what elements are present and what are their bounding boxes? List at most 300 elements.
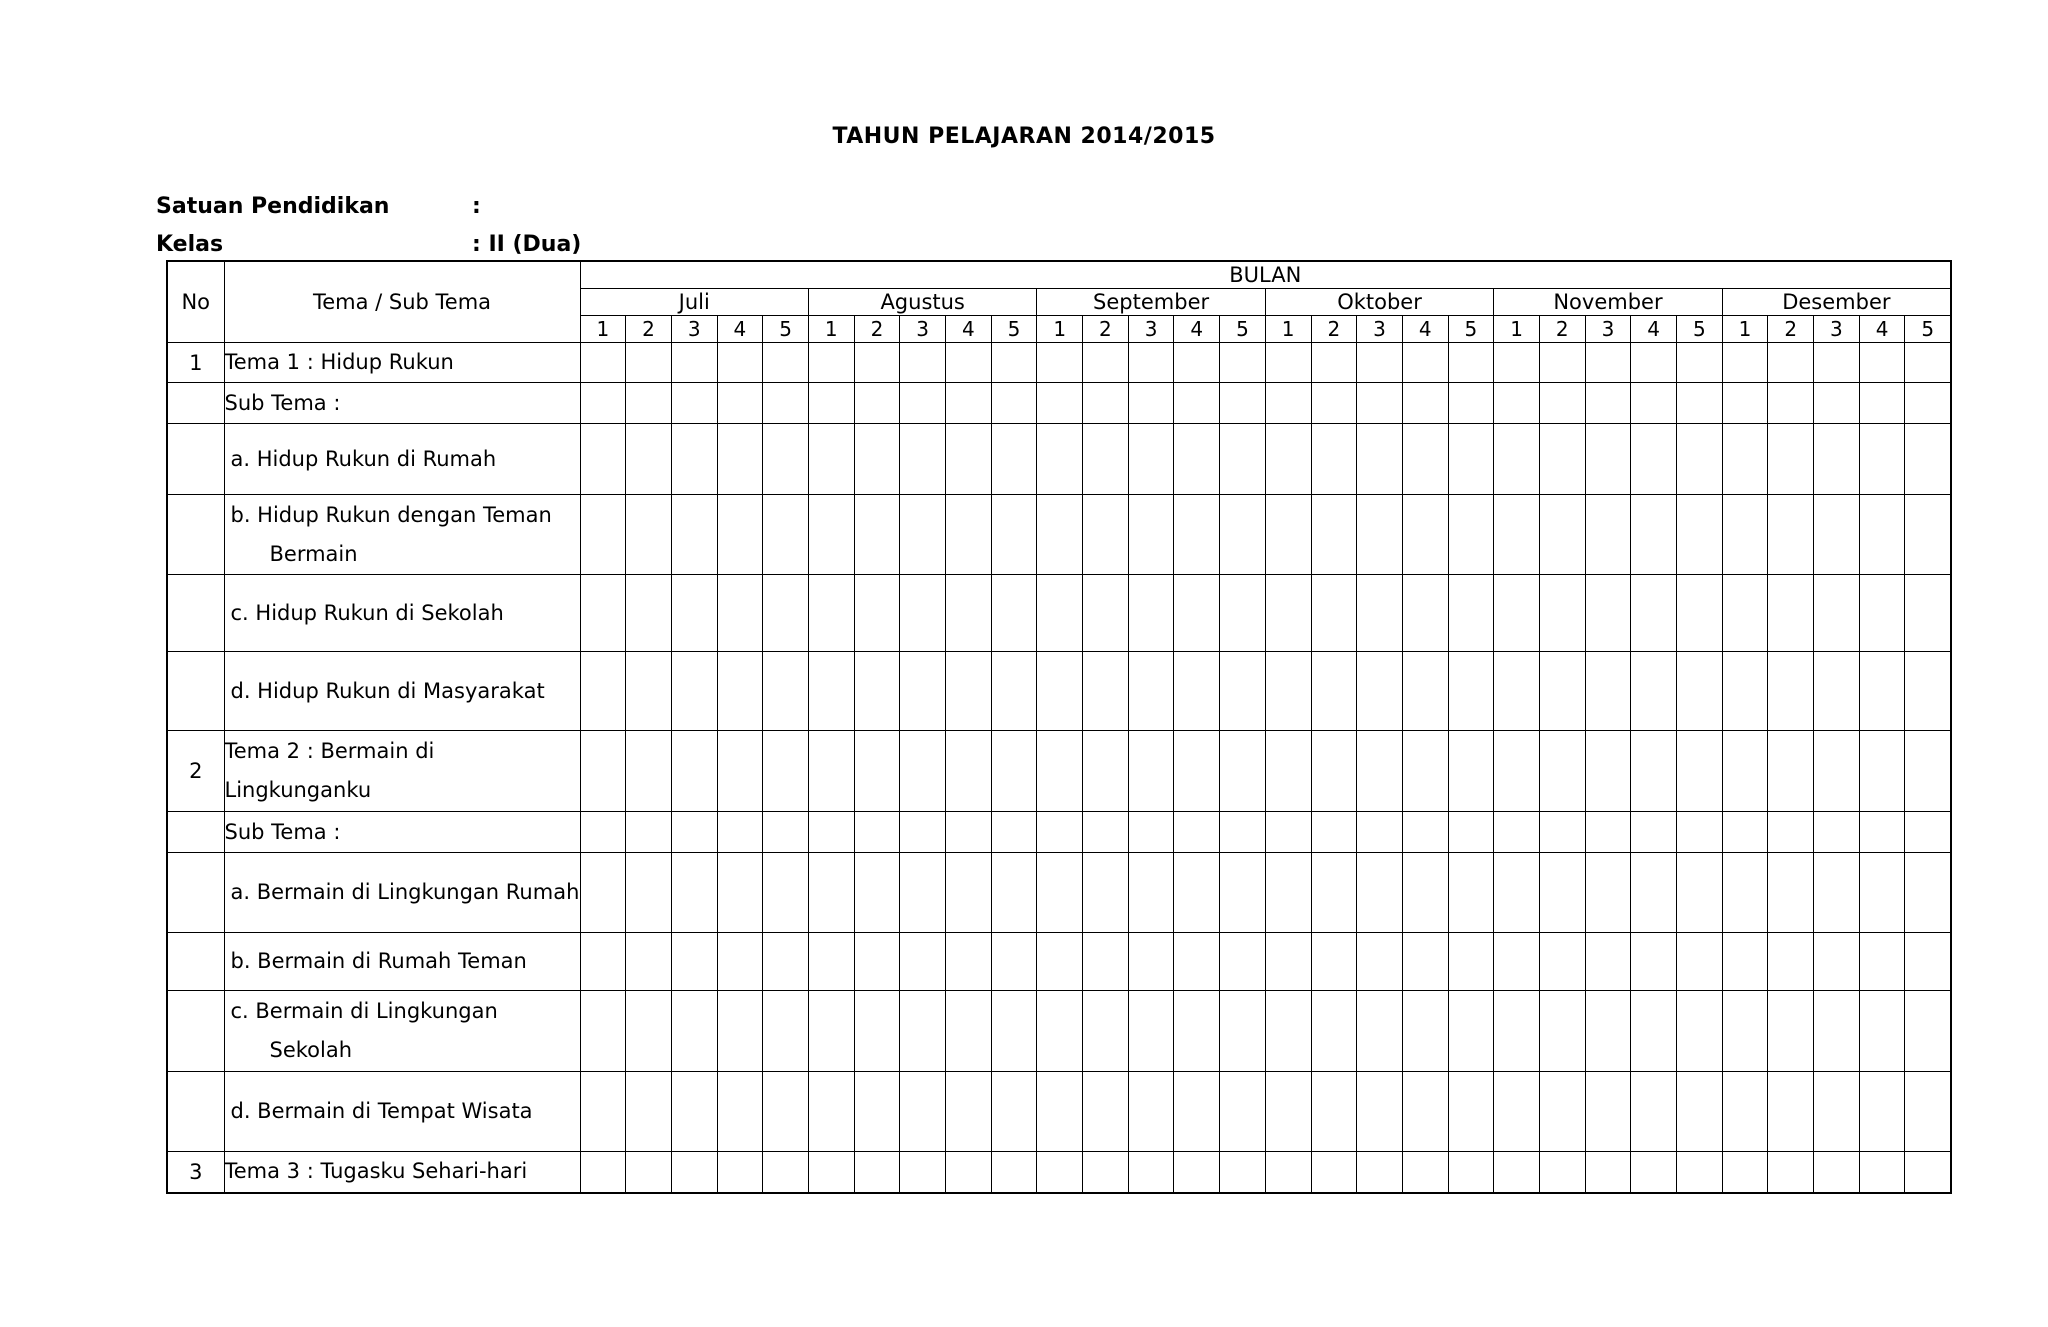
schedule-cell[interactable] (1585, 812, 1631, 853)
schedule-cell[interactable] (1265, 991, 1311, 1072)
schedule-cell[interactable] (1265, 343, 1311, 383)
schedule-cell[interactable] (1220, 1072, 1266, 1152)
schedule-cell[interactable] (717, 933, 763, 991)
schedule-cell[interactable] (580, 991, 626, 1072)
schedule-cell[interactable] (1174, 424, 1220, 495)
schedule-cell[interactable] (1220, 575, 1266, 652)
schedule-cell[interactable] (854, 812, 900, 853)
schedule-cell[interactable] (671, 853, 717, 933)
schedule-cell[interactable] (1037, 495, 1083, 575)
schedule-cell[interactable] (1220, 991, 1266, 1072)
schedule-cell[interactable] (900, 812, 946, 853)
schedule-cell[interactable] (1859, 652, 1905, 731)
schedule-cell[interactable] (717, 812, 763, 853)
schedule-cell[interactable] (946, 1072, 992, 1152)
schedule-cell[interactable] (1585, 343, 1631, 383)
schedule-cell[interactable] (580, 731, 626, 812)
schedule-cell[interactable] (1311, 575, 1357, 652)
schedule-cell[interactable] (1539, 1072, 1585, 1152)
schedule-cell[interactable] (626, 343, 672, 383)
schedule-cell[interactable] (1585, 495, 1631, 575)
schedule-cell[interactable] (1265, 853, 1311, 933)
schedule-cell[interactable] (1585, 853, 1631, 933)
schedule-cell[interactable] (1174, 575, 1220, 652)
schedule-cell[interactable] (1220, 812, 1266, 853)
schedule-cell[interactable] (946, 575, 992, 652)
schedule-cell[interactable] (946, 652, 992, 731)
schedule-cell[interactable] (763, 343, 809, 383)
schedule-cell[interactable] (1768, 652, 1814, 731)
schedule-cell[interactable] (808, 424, 854, 495)
schedule-cell[interactable] (1722, 1152, 1768, 1193)
schedule-cell[interactable] (900, 1152, 946, 1193)
schedule-cell[interactable] (1174, 933, 1220, 991)
schedule-cell[interactable] (580, 853, 626, 933)
schedule-cell[interactable] (991, 853, 1037, 933)
schedule-cell[interactable] (1722, 575, 1768, 652)
schedule-cell[interactable] (1128, 343, 1174, 383)
schedule-cell[interactable] (1174, 343, 1220, 383)
schedule-cell[interactable] (1174, 853, 1220, 933)
schedule-cell[interactable] (1083, 1072, 1129, 1152)
schedule-cell[interactable] (626, 575, 672, 652)
schedule-cell[interactable] (1357, 812, 1403, 853)
schedule-cell[interactable] (1722, 933, 1768, 991)
schedule-cell[interactable] (1905, 383, 1951, 424)
schedule-cell[interactable] (1859, 343, 1905, 383)
schedule-cell[interactable] (854, 1152, 900, 1193)
schedule-cell[interactable] (1220, 424, 1266, 495)
schedule-cell[interactable] (1128, 424, 1174, 495)
schedule-cell[interactable] (1677, 652, 1723, 731)
schedule-cell[interactable] (763, 853, 809, 933)
schedule-cell[interactable] (1402, 575, 1448, 652)
schedule-cell[interactable] (1814, 991, 1860, 1072)
schedule-cell[interactable] (1585, 575, 1631, 652)
schedule-cell[interactable] (580, 933, 626, 991)
schedule-cell[interactable] (1037, 731, 1083, 812)
schedule-cell[interactable] (991, 812, 1037, 853)
schedule-cell[interactable] (1722, 383, 1768, 424)
schedule-cell[interactable] (1585, 731, 1631, 812)
schedule-cell[interactable] (1585, 1072, 1631, 1152)
schedule-cell[interactable] (717, 1152, 763, 1193)
schedule-cell[interactable] (1083, 343, 1129, 383)
schedule-cell[interactable] (763, 1152, 809, 1193)
schedule-cell[interactable] (1128, 731, 1174, 812)
schedule-cell[interactable] (1357, 575, 1403, 652)
schedule-cell[interactable] (1768, 1072, 1814, 1152)
schedule-cell[interactable] (1905, 343, 1951, 383)
schedule-cell[interactable] (900, 991, 946, 1072)
schedule-cell[interactable] (1631, 991, 1677, 1072)
schedule-cell[interactable] (1448, 991, 1494, 1072)
schedule-cell[interactable] (580, 575, 626, 652)
schedule-cell[interactable] (946, 383, 992, 424)
schedule-cell[interactable] (1539, 424, 1585, 495)
schedule-cell[interactable] (854, 383, 900, 424)
schedule-cell[interactable] (1631, 933, 1677, 991)
schedule-cell[interactable] (808, 652, 854, 731)
schedule-cell[interactable] (854, 933, 900, 991)
schedule-cell[interactable] (1357, 652, 1403, 731)
schedule-cell[interactable] (1859, 991, 1905, 1072)
schedule-cell[interactable] (763, 652, 809, 731)
schedule-cell[interactable] (1494, 383, 1540, 424)
schedule-cell[interactable] (1311, 853, 1357, 933)
schedule-cell[interactable] (1402, 383, 1448, 424)
schedule-cell[interactable] (900, 731, 946, 812)
schedule-cell[interactable] (1402, 812, 1448, 853)
schedule-cell[interactable] (1037, 383, 1083, 424)
schedule-cell[interactable] (717, 853, 763, 933)
schedule-cell[interactable] (1585, 991, 1631, 1072)
schedule-cell[interactable] (946, 343, 992, 383)
schedule-cell[interactable] (991, 383, 1037, 424)
schedule-cell[interactable] (991, 1152, 1037, 1193)
schedule-cell[interactable] (1905, 1072, 1951, 1152)
schedule-cell[interactable] (1448, 731, 1494, 812)
schedule-cell[interactable] (1128, 991, 1174, 1072)
schedule-cell[interactable] (991, 991, 1037, 1072)
schedule-cell[interactable] (1722, 652, 1768, 731)
schedule-cell[interactable] (1859, 933, 1905, 991)
schedule-cell[interactable] (1494, 343, 1540, 383)
schedule-cell[interactable] (1083, 495, 1129, 575)
schedule-cell[interactable] (1631, 812, 1677, 853)
schedule-cell[interactable] (1083, 991, 1129, 1072)
schedule-cell[interactable] (991, 424, 1037, 495)
schedule-cell[interactable] (1768, 933, 1814, 991)
schedule-cell[interactable] (1174, 495, 1220, 575)
schedule-cell[interactable] (1539, 383, 1585, 424)
schedule-cell[interactable] (671, 933, 717, 991)
schedule-cell[interactable] (1448, 383, 1494, 424)
schedule-cell[interactable] (946, 991, 992, 1072)
schedule-cell[interactable] (1768, 424, 1814, 495)
schedule-cell[interactable] (1311, 933, 1357, 991)
schedule-cell[interactable] (991, 652, 1037, 731)
schedule-cell[interactable] (1265, 495, 1311, 575)
schedule-cell[interactable] (1083, 731, 1129, 812)
schedule-cell[interactable] (1402, 853, 1448, 933)
schedule-cell[interactable] (900, 343, 946, 383)
schedule-cell[interactable] (1722, 991, 1768, 1072)
schedule-cell[interactable] (1539, 652, 1585, 731)
schedule-cell[interactable] (1905, 991, 1951, 1072)
schedule-cell[interactable] (1494, 812, 1540, 853)
schedule-cell[interactable] (1768, 343, 1814, 383)
schedule-cell[interactable] (1631, 1152, 1677, 1193)
schedule-cell[interactable] (1402, 424, 1448, 495)
schedule-cell[interactable] (1631, 575, 1677, 652)
schedule-cell[interactable] (808, 575, 854, 652)
schedule-cell[interactable] (1814, 383, 1860, 424)
schedule-cell[interactable] (1083, 424, 1129, 495)
schedule-cell[interactable] (626, 1152, 672, 1193)
schedule-cell[interactable] (1265, 383, 1311, 424)
schedule-cell[interactable] (1311, 383, 1357, 424)
schedule-cell[interactable] (1677, 424, 1723, 495)
schedule-cell[interactable] (1677, 343, 1723, 383)
schedule-cell[interactable] (1311, 495, 1357, 575)
schedule-cell[interactable] (717, 495, 763, 575)
schedule-cell[interactable] (1494, 933, 1540, 991)
schedule-cell[interactable] (626, 812, 672, 853)
schedule-cell[interactable] (1814, 495, 1860, 575)
schedule-cell[interactable] (1494, 731, 1540, 812)
schedule-cell[interactable] (1402, 1072, 1448, 1152)
schedule-cell[interactable] (1814, 575, 1860, 652)
schedule-cell[interactable] (1859, 495, 1905, 575)
schedule-cell[interactable] (1722, 853, 1768, 933)
schedule-cell[interactable] (1677, 731, 1723, 812)
schedule-cell[interactable] (580, 495, 626, 575)
schedule-cell[interactable] (1402, 933, 1448, 991)
schedule-cell[interactable] (1585, 424, 1631, 495)
schedule-cell[interactable] (946, 812, 992, 853)
schedule-cell[interactable] (1585, 933, 1631, 991)
schedule-cell[interactable] (1539, 1152, 1585, 1193)
schedule-cell[interactable] (854, 495, 900, 575)
schedule-cell[interactable] (1631, 731, 1677, 812)
schedule-cell[interactable] (1585, 1152, 1631, 1193)
schedule-cell[interactable] (1905, 652, 1951, 731)
schedule-cell[interactable] (1311, 652, 1357, 731)
schedule-cell[interactable] (946, 853, 992, 933)
schedule-cell[interactable] (763, 812, 809, 853)
schedule-cell[interactable] (1539, 933, 1585, 991)
schedule-cell[interactable] (1220, 731, 1266, 812)
schedule-cell[interactable] (1677, 383, 1723, 424)
schedule-cell[interactable] (946, 495, 992, 575)
schedule-cell[interactable] (1083, 575, 1129, 652)
schedule-cell[interactable] (1814, 812, 1860, 853)
schedule-cell[interactable] (717, 652, 763, 731)
schedule-cell[interactable] (1448, 343, 1494, 383)
schedule-cell[interactable] (1037, 933, 1083, 991)
schedule-cell[interactable] (717, 991, 763, 1072)
schedule-cell[interactable] (1357, 383, 1403, 424)
schedule-cell[interactable] (1311, 812, 1357, 853)
schedule-cell[interactable] (991, 495, 1037, 575)
schedule-cell[interactable] (1722, 343, 1768, 383)
schedule-cell[interactable] (1494, 1152, 1540, 1193)
schedule-cell[interactable] (1402, 343, 1448, 383)
schedule-cell[interactable] (671, 495, 717, 575)
schedule-cell[interactable] (1768, 812, 1814, 853)
schedule-cell[interactable] (1448, 853, 1494, 933)
schedule-cell[interactable] (1539, 812, 1585, 853)
schedule-cell[interactable] (1174, 1072, 1220, 1152)
schedule-cell[interactable] (717, 575, 763, 652)
schedule-cell[interactable] (946, 933, 992, 991)
schedule-cell[interactable] (1220, 343, 1266, 383)
schedule-cell[interactable] (717, 383, 763, 424)
schedule-cell[interactable] (1677, 853, 1723, 933)
schedule-cell[interactable] (854, 424, 900, 495)
schedule-cell[interactable] (1539, 853, 1585, 933)
schedule-cell[interactable] (1128, 383, 1174, 424)
schedule-cell[interactable] (1037, 812, 1083, 853)
schedule-cell[interactable] (1128, 933, 1174, 991)
schedule-cell[interactable] (671, 731, 717, 812)
schedule-cell[interactable] (1631, 495, 1677, 575)
schedule-cell[interactable] (1722, 495, 1768, 575)
schedule-cell[interactable] (900, 383, 946, 424)
schedule-cell[interactable] (580, 424, 626, 495)
schedule-cell[interactable] (808, 731, 854, 812)
schedule-cell[interactable] (854, 853, 900, 933)
schedule-cell[interactable] (1631, 424, 1677, 495)
schedule-cell[interactable] (1037, 853, 1083, 933)
schedule-cell[interactable] (671, 1072, 717, 1152)
schedule-cell[interactable] (1859, 853, 1905, 933)
schedule-cell[interactable] (580, 343, 626, 383)
schedule-cell[interactable] (808, 495, 854, 575)
schedule-cell[interactable] (1037, 424, 1083, 495)
schedule-cell[interactable] (1677, 933, 1723, 991)
schedule-cell[interactable] (1220, 495, 1266, 575)
schedule-cell[interactable] (946, 1152, 992, 1193)
schedule-cell[interactable] (1265, 575, 1311, 652)
schedule-cell[interactable] (580, 652, 626, 731)
schedule-cell[interactable] (717, 731, 763, 812)
schedule-cell[interactable] (1905, 424, 1951, 495)
schedule-cell[interactable] (991, 1072, 1037, 1152)
schedule-cell[interactable] (1128, 1072, 1174, 1152)
schedule-cell[interactable] (1905, 1152, 1951, 1193)
schedule-cell[interactable] (1539, 495, 1585, 575)
schedule-cell[interactable] (1768, 575, 1814, 652)
schedule-cell[interactable] (1814, 1072, 1860, 1152)
schedule-cell[interactable] (1357, 853, 1403, 933)
schedule-cell[interactable] (1265, 812, 1311, 853)
schedule-cell[interactable] (1768, 991, 1814, 1072)
schedule-cell[interactable] (1037, 991, 1083, 1072)
schedule-cell[interactable] (1037, 575, 1083, 652)
schedule-cell[interactable] (1357, 933, 1403, 991)
schedule-cell[interactable] (1265, 1152, 1311, 1193)
schedule-cell[interactable] (763, 933, 809, 991)
schedule-cell[interactable] (808, 343, 854, 383)
schedule-cell[interactable] (626, 652, 672, 731)
schedule-cell[interactable] (808, 812, 854, 853)
schedule-cell[interactable] (1265, 652, 1311, 731)
schedule-cell[interactable] (808, 991, 854, 1072)
schedule-cell[interactable] (671, 383, 717, 424)
schedule-cell[interactable] (1357, 991, 1403, 1072)
schedule-cell[interactable] (900, 575, 946, 652)
schedule-cell[interactable] (854, 575, 900, 652)
schedule-cell[interactable] (1402, 652, 1448, 731)
schedule-cell[interactable] (580, 383, 626, 424)
schedule-cell[interactable] (626, 731, 672, 812)
schedule-cell[interactable] (1083, 383, 1129, 424)
schedule-cell[interactable] (1448, 495, 1494, 575)
schedule-cell[interactable] (1311, 731, 1357, 812)
schedule-cell[interactable] (1448, 1152, 1494, 1193)
schedule-cell[interactable] (1174, 812, 1220, 853)
schedule-cell[interactable] (1083, 933, 1129, 991)
schedule-cell[interactable] (1494, 991, 1540, 1072)
schedule-cell[interactable] (1905, 933, 1951, 991)
schedule-cell[interactable] (1357, 424, 1403, 495)
schedule-cell[interactable] (1814, 343, 1860, 383)
schedule-cell[interactable] (1174, 1152, 1220, 1193)
schedule-cell[interactable] (671, 652, 717, 731)
schedule-cell[interactable] (1814, 933, 1860, 991)
schedule-cell[interactable] (1037, 652, 1083, 731)
schedule-cell[interactable] (626, 383, 672, 424)
schedule-cell[interactable] (763, 575, 809, 652)
schedule-cell[interactable] (671, 812, 717, 853)
schedule-cell[interactable] (1311, 424, 1357, 495)
schedule-cell[interactable] (1494, 424, 1540, 495)
schedule-cell[interactable] (1677, 812, 1723, 853)
schedule-cell[interactable] (763, 495, 809, 575)
schedule-cell[interactable] (1265, 424, 1311, 495)
schedule-cell[interactable] (763, 731, 809, 812)
schedule-cell[interactable] (580, 812, 626, 853)
schedule-cell[interactable] (900, 1072, 946, 1152)
schedule-cell[interactable] (1128, 495, 1174, 575)
schedule-cell[interactable] (1905, 812, 1951, 853)
schedule-cell[interactable] (1128, 652, 1174, 731)
schedule-cell[interactable] (763, 424, 809, 495)
schedule-cell[interactable] (854, 1072, 900, 1152)
schedule-cell[interactable] (854, 991, 900, 1072)
schedule-cell[interactable] (1814, 853, 1860, 933)
schedule-cell[interactable] (626, 933, 672, 991)
schedule-cell[interactable] (1722, 1072, 1768, 1152)
schedule-cell[interactable] (1174, 731, 1220, 812)
schedule-cell[interactable] (1768, 1152, 1814, 1193)
schedule-cell[interactable] (1905, 853, 1951, 933)
schedule-cell[interactable] (671, 1152, 717, 1193)
schedule-cell[interactable] (1494, 575, 1540, 652)
schedule-cell[interactable] (1814, 731, 1860, 812)
schedule-cell[interactable] (580, 1072, 626, 1152)
schedule-cell[interactable] (580, 1152, 626, 1193)
schedule-cell[interactable] (763, 991, 809, 1072)
schedule-cell[interactable] (1677, 495, 1723, 575)
schedule-cell[interactable] (808, 383, 854, 424)
schedule-cell[interactable] (808, 933, 854, 991)
schedule-cell[interactable] (1357, 731, 1403, 812)
schedule-cell[interactable] (1905, 575, 1951, 652)
schedule-cell[interactable] (1311, 343, 1357, 383)
schedule-cell[interactable] (1265, 731, 1311, 812)
schedule-cell[interactable] (1905, 731, 1951, 812)
schedule-cell[interactable] (671, 343, 717, 383)
schedule-cell[interactable] (991, 575, 1037, 652)
schedule-cell[interactable] (1585, 383, 1631, 424)
schedule-cell[interactable] (1539, 731, 1585, 812)
schedule-cell[interactable] (1859, 575, 1905, 652)
schedule-cell[interactable] (1037, 1152, 1083, 1193)
schedule-cell[interactable] (626, 1072, 672, 1152)
schedule-cell[interactable] (1722, 812, 1768, 853)
schedule-cell[interactable] (900, 652, 946, 731)
schedule-cell[interactable] (991, 731, 1037, 812)
schedule-cell[interactable] (854, 343, 900, 383)
schedule-cell[interactable] (1402, 731, 1448, 812)
schedule-cell[interactable] (1220, 383, 1266, 424)
schedule-cell[interactable] (1768, 731, 1814, 812)
schedule-cell[interactable] (1859, 812, 1905, 853)
schedule-cell[interactable] (1357, 343, 1403, 383)
